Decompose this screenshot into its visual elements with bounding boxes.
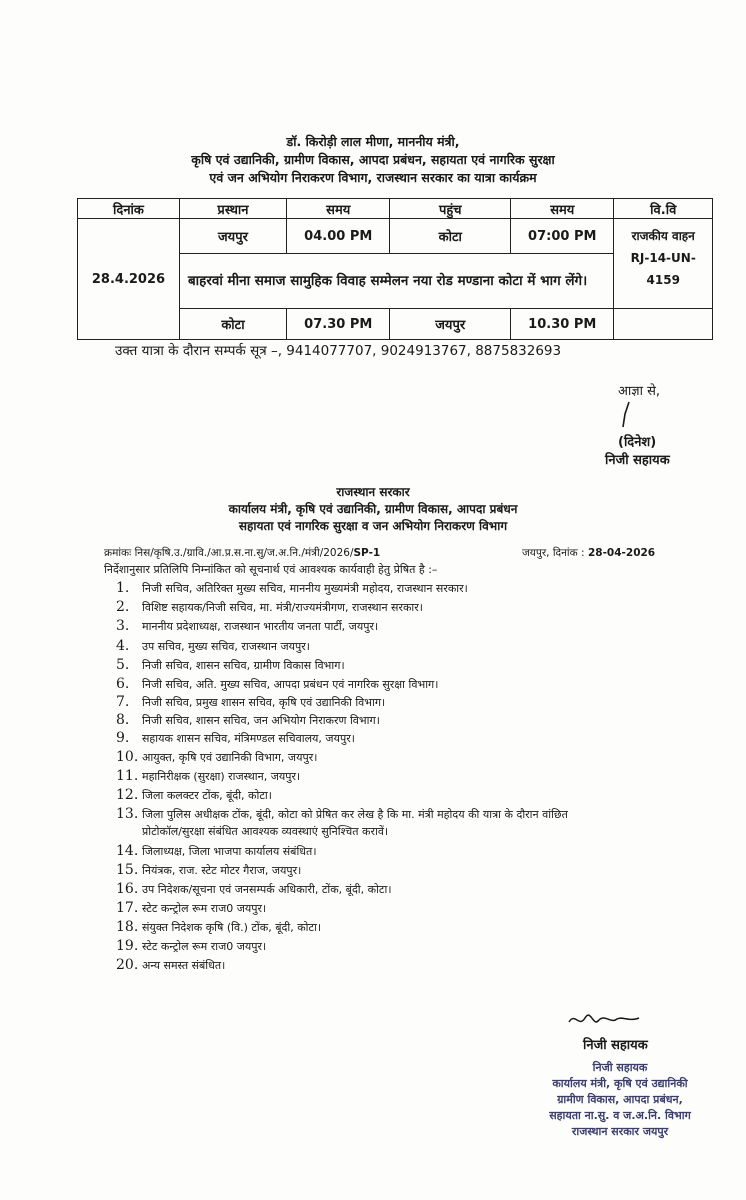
signature-mark-2 bbox=[565, 1010, 645, 1030]
office-line-1: राजस्थान सरकार bbox=[336, 485, 410, 499]
list-item: 9. सहायक शासन सचिव, मंत्रिमण्डल सचिवालय, जयपुर। bbox=[116, 730, 355, 746]
arrival-time-1: 07:00 PM bbox=[511, 219, 614, 254]
seal-line-4: सहायता ना.सु. व ज.अ.नि. विभाग bbox=[549, 1109, 691, 1122]
empty-cell bbox=[614, 309, 713, 340]
seal-line-5: राजस्थान सरकार जयपुर bbox=[571, 1125, 669, 1138]
arrival-place-2: जयपुर bbox=[390, 309, 511, 340]
office-seal bbox=[525, 1060, 715, 1140]
header-line-2: कृषि एवं उद्यानिकी, ग्रामीण विकास, आपदा प्रबंधन, सहायता एवं नागरिक सुरक्षा bbox=[191, 152, 555, 167]
list-item: 15. नियंत्रक, राज. स्टेट मोटर गैराज, जयपुर। bbox=[116, 862, 302, 878]
seal-line-3: ग्रामीण विकास, आपदा प्रबंधन, bbox=[557, 1093, 683, 1106]
list-item: 10. आयुक्त, कृषि एवं उद्यानिकी विभाग, जयपुर। bbox=[116, 749, 318, 765]
list-item: 2. विशिष्ट सहायक/निजी सचिव, मा. मंत्री/राज्यमंत्रीगण, राजस्थान सरकार। bbox=[116, 599, 423, 615]
vehicle-number: RJ-14-UN-4159 bbox=[630, 251, 696, 287]
header-line-3: एवं जन अभियोग निराकरण विभाग, राजस्थान सरकार का यात्रा कार्यक्रम bbox=[209, 170, 537, 185]
list-item: 12. जिला कलक्टर टोंक, बूंदी, कोटा। bbox=[116, 787, 272, 803]
header-arrival: पहुंच bbox=[390, 199, 511, 219]
list-item: 16. उप निदेशक/सूचना एवं जनसम्पर्क अधिकारी, टोंक, बूंदी, कोटा। bbox=[116, 881, 392, 897]
list-item: 8. निजी सचिव, शासन सचिव, जन अभियोग निराकरण विभाग। bbox=[116, 712, 380, 728]
event-description: बाहरवां मीना समाज सामुहिक विवाह सम्मेलन नया रोड मण्डाना कोटा में भाग लेंगे। bbox=[179, 254, 614, 309]
table-row bbox=[78, 219, 713, 254]
list-item: 5. निजी सचिव, शासन सचिव, ग्रामीण विकास विभाग। bbox=[116, 657, 345, 673]
vehicle-cell bbox=[614, 219, 713, 309]
sign2-title: निजी सहायक bbox=[583, 1038, 648, 1053]
list-item: 6. निजी सचिव, अति. मुख्य सचिव, आपदा प्रबंधन एवं नागरिक सुरक्षा विभाग। bbox=[116, 676, 439, 692]
signature-mark bbox=[615, 400, 635, 430]
list-item: 4. उप सचिव, मुख्य सचिव, राजस्थान जयपुर। bbox=[116, 638, 310, 654]
list-item: 17. स्टेट कन्ट्रोल रूम राज0 जयपुर। bbox=[116, 900, 267, 916]
seal-line-2: कार्यालय मंत्री, कृषि एवं उद्यानिकी bbox=[552, 1077, 688, 1090]
list-item: 3. माननीय प्रदेशाध्यक्ष, राजस्थान भारतीय जनता पार्टी, जयपुर। bbox=[116, 618, 379, 634]
list-item: 11. महानिरीक्षक (सुरक्षा) राजस्थान, जयपुर। bbox=[116, 768, 301, 784]
departure-time-2: 07.30 PM bbox=[287, 309, 390, 340]
travel-schedule-table bbox=[77, 198, 713, 340]
intro-text: निर्देशानुसार प्रतिलिपि निम्नांकित को सूचनार्थ एवं आवश्यक कार्यवाही हेतु प्रेषित है :– bbox=[104, 563, 438, 576]
place-date bbox=[522, 546, 655, 560]
place-date-label: जयपुर, दिनांक : bbox=[522, 547, 585, 559]
reference-number bbox=[104, 546, 380, 560]
header-date: दिनांक bbox=[78, 199, 180, 219]
header-vv: वि.वि bbox=[614, 199, 713, 219]
list-item: 13. जिला पुलिस अधीक्षक टोंक, बूंदी, कोटा को प्रेषित कर लेख है कि मा. मंत्री महोदय की यात्रा के दौरान वांछित bbox=[116, 806, 568, 822]
list-item: 14. जिलाध्यक्ष, जिला भाजपा कार्यालय संबंधित। bbox=[116, 843, 317, 859]
header-line-1: डॉ. किरोड़ी लाल मीणा, माननीय मंत्री, bbox=[286, 134, 460, 149]
list-item: 1. निजी सचिव, अतिरिक्त मुख्य सचिव, माननीय मुख्यमंत्री महोदय, राजस्थान सरकार। bbox=[116, 580, 468, 596]
seal-line-1: निजी सहायक bbox=[592, 1061, 648, 1074]
list-item: 7. निजी सचिव, प्रमुख शासन सचिव, कृषि एवं उद्यानिकी विभाग। bbox=[116, 694, 386, 710]
arrival-time-2: 10.30 PM bbox=[511, 309, 614, 340]
office-line-3: सहायता एवं नागरिक सुरक्षा व जन अभियोग निराकरण विभाग bbox=[238, 519, 508, 533]
list-item: 20. अन्य समस्त संबंधित। bbox=[116, 957, 226, 973]
arrival-place-1: कोटा bbox=[390, 219, 511, 254]
header-departure: प्रस्थान bbox=[179, 199, 286, 219]
vehicle-label: राजकीय वाहन bbox=[631, 229, 695, 243]
header-time: समय bbox=[287, 199, 390, 219]
sign1-name: (दिनेश) bbox=[618, 435, 657, 450]
departure-place-2: कोटा bbox=[179, 309, 286, 340]
departure-place-1: जयपुर bbox=[179, 219, 286, 254]
list-item: 19. स्टेट कन्ट्रोल रूम राज0 जयपुर। bbox=[116, 938, 267, 954]
sign1-aagya: आज्ञा से, bbox=[618, 384, 661, 399]
travel-date: 28.4.2026 bbox=[78, 219, 180, 340]
office-line-2: कार्यालय मंत्री, कृषि एवं उद्यानिकी, ग्रामीण विकास, आपदा प्रबंधन bbox=[228, 502, 518, 516]
contact-numbers: उक्त यात्रा के दौरान सम्पर्क सूत्र –, 9414077707, 9024913767, 8875832693 bbox=[115, 343, 562, 359]
departure-time-1: 04.00 PM bbox=[287, 219, 390, 254]
letter-date: 28-04-2026 bbox=[587, 547, 656, 559]
list-item: 18. संयुक्त निदेशक कृषि (वि.) टोंक, बूंदी, कोटा। bbox=[116, 919, 322, 935]
sign1-title: निजी सहायक bbox=[605, 453, 670, 468]
list-item-continuation: प्रोटोकॉल/सुरक्षा संबंधित आवश्यक व्यवस्थाएं सुनिश्चित करावें। bbox=[142, 825, 389, 838]
reference-label: क्रमांकः निस/कृषि.उ./ग्रावि./आ.प्र.स.ना.सु/ज.अ.नि./मंत्री/2026/ bbox=[104, 547, 354, 559]
header-time-2: समय bbox=[511, 199, 614, 219]
reference-code: SP-1 bbox=[353, 547, 381, 559]
table-header-row bbox=[78, 199, 713, 219]
